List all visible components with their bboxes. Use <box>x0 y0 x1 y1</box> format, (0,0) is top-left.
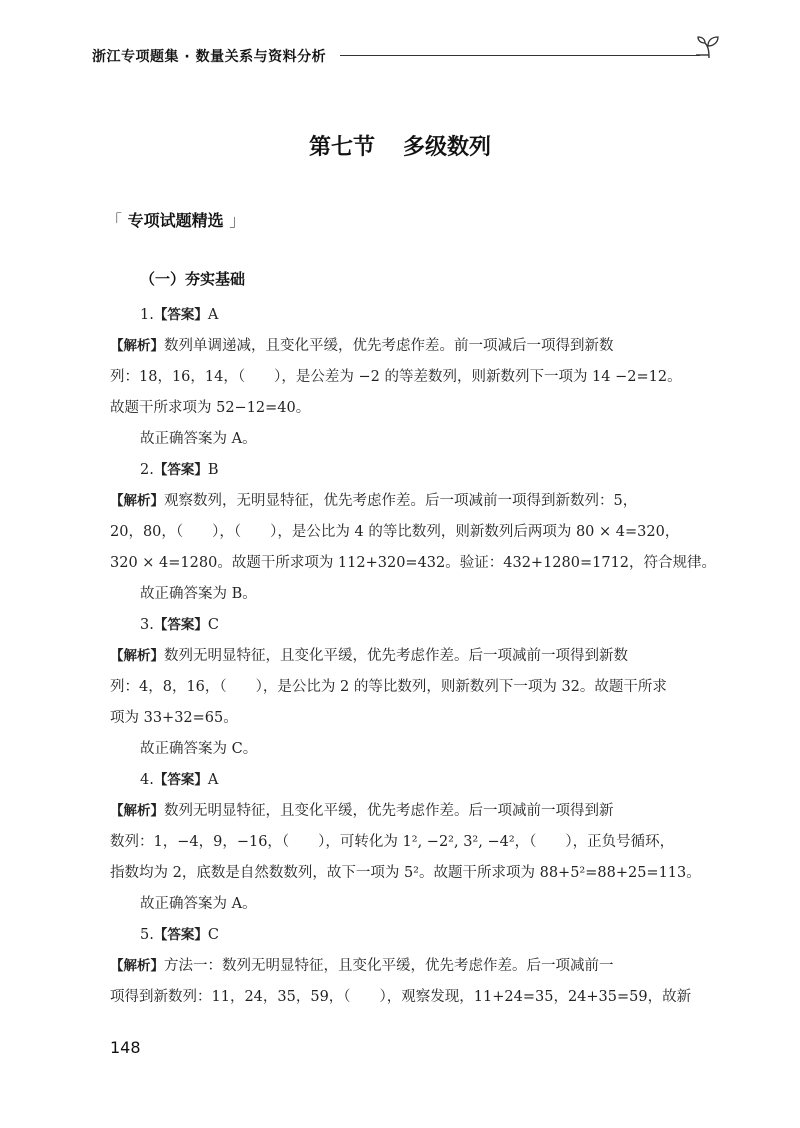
analysis-line <box>110 796 710 827</box>
answer-value: A <box>207 772 219 788</box>
answer-line <box>110 765 710 796</box>
analysis-line <box>110 641 710 672</box>
item-number: 5. <box>140 927 154 943</box>
analysis-line <box>110 951 710 982</box>
item-number: 3. <box>140 617 154 633</box>
header-rule <box>340 55 700 56</box>
answer-line <box>110 920 710 951</box>
answer-line <box>110 300 710 331</box>
conclusion-line: 故正确答案为 A。 <box>140 431 257 447</box>
answer-list <box>110 300 717 1013</box>
answer-value: C <box>207 927 219 943</box>
answer-label: 【答案】 <box>153 617 208 633</box>
answer-label: 【答案】 <box>153 462 208 478</box>
answer-label: 【答案】 <box>153 927 208 943</box>
conclusion-line: 故正确答案为 A。 <box>140 896 257 912</box>
heading-special-questions <box>106 208 245 231</box>
answer-value: A <box>207 307 219 323</box>
conclusion-line: 故正确答案为 C。 <box>140 741 258 757</box>
answer-label: 【答案】 <box>153 772 208 788</box>
subsection-title: （一）夯实基础 <box>140 270 246 288</box>
analysis-text: 方法一：数列无明显特征，且变化平缓，优先考虑作差。后一项减前一 <box>164 958 614 974</box>
analysis-label: 【解析】 <box>110 803 164 819</box>
page-number: 148 <box>110 1038 141 1057</box>
analysis-text: 数列无明显特征，且变化平缓，优先考虑作差。后一项减前一项得到新数 <box>164 648 628 664</box>
analysis-text: 观察数列，无明显特征，优先考虑作差。后一项减前一项得到新数列：5， <box>164 493 638 509</box>
header-title: 浙江专项题集 · 数量关系与资料分析 <box>92 49 327 65</box>
running-header <box>90 34 730 64</box>
analysis-line: 20，80，（ ），（ ），是公比为 4 的等比数列，则新数列后两项为 80 × 4=320， <box>110 524 680 540</box>
section-name: 多级数列 <box>403 135 492 160</box>
answer-value: C <box>207 617 219 633</box>
item-number: 2. <box>140 462 154 478</box>
analysis-line: 项得到新数列：11，24，35，59，（ ），观察发现，11+24=35，24+35=59，故新 <box>110 989 692 1005</box>
heading-open-bracket: 「 <box>106 211 123 230</box>
analysis-line: 故题干所求项为 52−12=40。 <box>110 400 311 416</box>
heading-text: 专项试题精选 <box>127 211 224 230</box>
section-title <box>0 130 800 161</box>
conclusion-line: 故正确答案为 B。 <box>140 586 257 602</box>
analysis-line <box>110 486 710 517</box>
answer-line <box>110 455 710 486</box>
section-number: 第七节 <box>308 135 375 160</box>
analysis-line: 数列：1，−4，9，−16，（ ），可转化为 1², −2², 3², −4²，（ ），正负号循环， <box>110 834 675 850</box>
analysis-label: 【解析】 <box>110 338 164 354</box>
answer-value: B <box>207 462 219 478</box>
heading-close-bracket: 」 <box>229 211 246 230</box>
analysis-line: 列：18，16，14，（ ），是公差为 −2 的等差数列，则新数列下一项为 14 −2=12。 <box>110 369 682 385</box>
analysis-line <box>110 331 710 362</box>
analysis-line: 320 × 4=1280。故题干所求项为 112+320=432。验证：432+1280=1712，符合规律。 <box>110 555 717 571</box>
analysis-line: 项为 33+32=65。 <box>110 710 238 726</box>
analysis-label: 【解析】 <box>110 493 164 509</box>
analysis-text: 数列无明显特征，且变化平缓，优先考虑作差。后一项减前一项得到新 <box>164 803 614 819</box>
answer-line <box>110 610 710 641</box>
answer-label: 【答案】 <box>153 307 208 323</box>
analysis-line: 列：4，8，16，（ ），是公比为 2 的等比数列，则新数列下一项为 32。故题干所求 <box>110 679 667 695</box>
analysis-label: 【解析】 <box>110 958 164 974</box>
sprout-icon <box>696 34 726 60</box>
analysis-text: 数列单调递减，且变化平缓，优先考虑作差。前一项减后一项得到新数 <box>164 338 614 354</box>
item-number: 4. <box>140 772 154 788</box>
analysis-line: 指数均为 2，底数是自然数数列，故下一项为 5²。故题干所求项为 88+5²=88+25=113。 <box>110 865 701 881</box>
item-number: 1. <box>140 307 154 323</box>
analysis-label: 【解析】 <box>110 648 164 664</box>
